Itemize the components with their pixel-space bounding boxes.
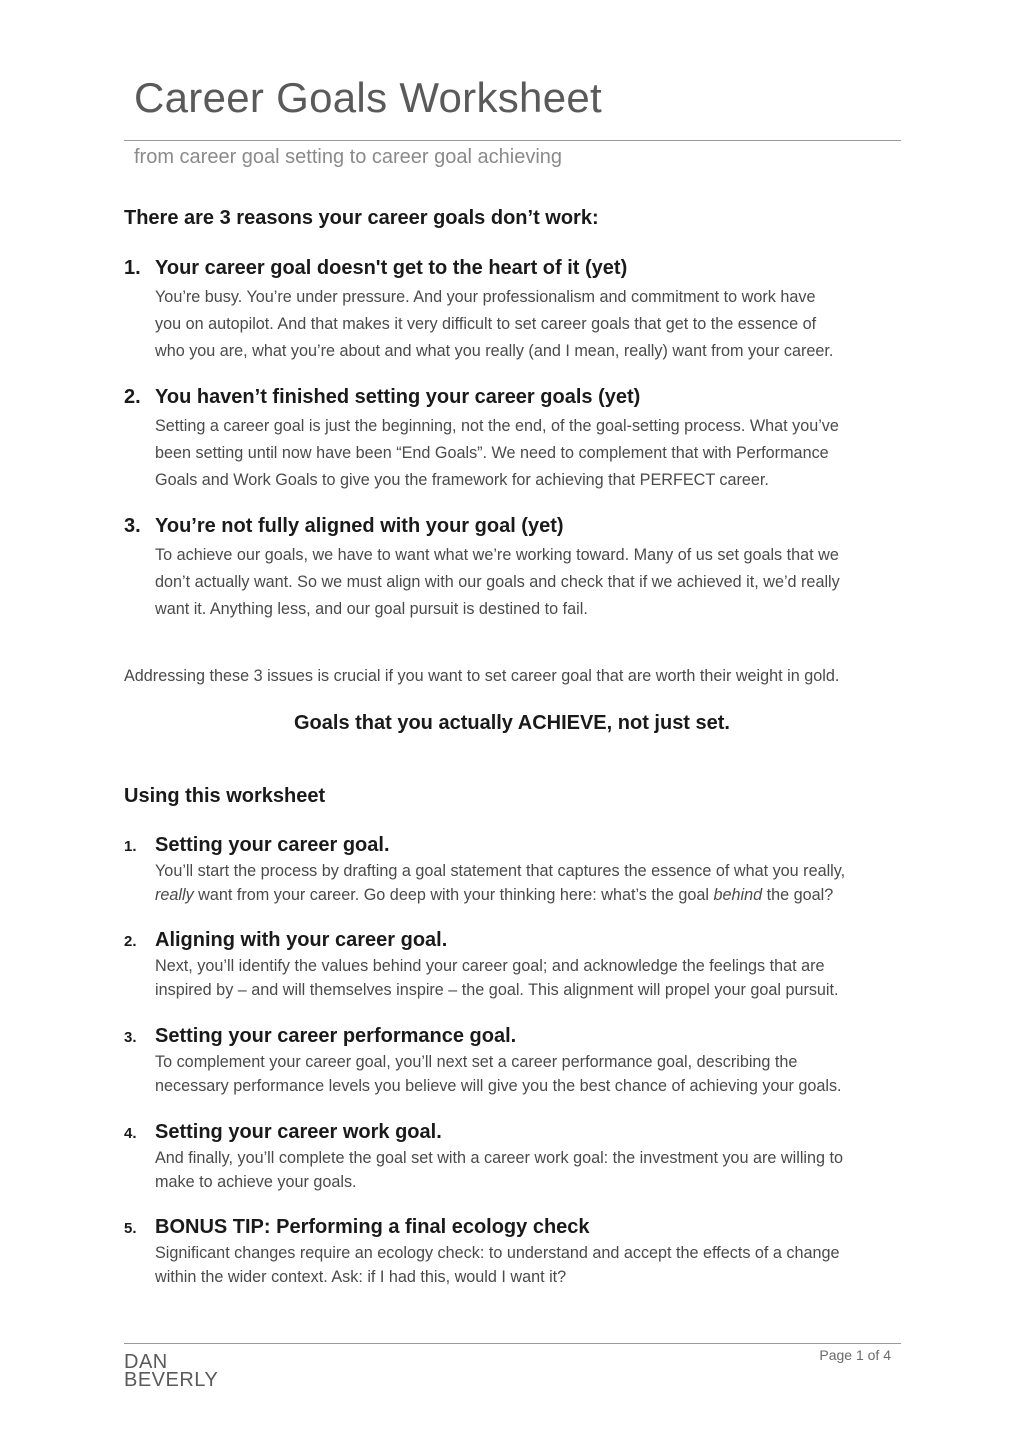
usage-italic: behind bbox=[713, 886, 763, 904]
usage-body bbox=[155, 859, 900, 907]
usage-number: 2. bbox=[124, 933, 137, 950]
usage-line: within the wider context. Ask: if I had this, would I want it? bbox=[155, 1268, 567, 1286]
reason-title: You haven’t finished setting your career goals (yet) bbox=[155, 386, 641, 408]
usage-body bbox=[155, 954, 900, 1002]
usage-line: necessary performance levels you believe will give you the best chance of achieving your goals. bbox=[155, 1077, 842, 1095]
usage-body bbox=[155, 1241, 900, 1289]
usage-title: Aligning with your career goal. bbox=[155, 929, 448, 951]
usage-line: And finally, you’ll complete the goal set with a career work goal: the investment you are willing to bbox=[155, 1149, 844, 1167]
usage-line: make to achieve your goals. bbox=[155, 1173, 357, 1191]
usage-line: inspired by – and will themselves inspire – the goal. This alignment will propel your goal pursuit. bbox=[155, 981, 839, 999]
logo-line: BEVERLY bbox=[124, 1369, 219, 1391]
reason-line: Goals and Work Goals to give you the framework for achieving that PERFECT career. bbox=[155, 471, 769, 489]
title-divider bbox=[124, 140, 901, 141]
usage-number: 5. bbox=[124, 1220, 137, 1237]
reason-line: Setting a career goal is just the beginning, not the end, of the goal-setting process. What you’ve bbox=[155, 417, 839, 435]
footer-divider bbox=[124, 1343, 901, 1344]
usage-line: You’ll start the process by drafting a goal statement that captures the essence of what you really, bbox=[155, 862, 846, 880]
reason-title: You’re not fully aligned with your goal (yet) bbox=[155, 515, 564, 537]
usage-body bbox=[155, 1146, 900, 1194]
usage-line: want from your career. Go deep with your thinking here: what’s the goal bbox=[193, 886, 714, 904]
usage-title: Setting your career work goal. bbox=[155, 1121, 442, 1143]
brand-logo bbox=[124, 1350, 234, 1392]
reason-line: To achieve our goals, we have to want what we’re working toward. Many of us set goals that we bbox=[155, 546, 839, 564]
reason-line: don’t actually want. So we must align with our goals and check that if we achieved it, we’d really bbox=[155, 573, 840, 591]
usage-line: Next, you’ll identify the values behind your career goal; and acknowledge the feelings that are bbox=[155, 957, 825, 975]
emphasis-statement: Goals that you actually ACHIEVE, not just set. bbox=[293, 712, 730, 734]
reason-number: 1. bbox=[124, 257, 141, 279]
page-title: Career Goals Worksheet bbox=[134, 74, 603, 121]
usage-heading: Using this worksheet bbox=[124, 785, 326, 807]
reasons-heading: There are 3 reasons your career goals don’t work: bbox=[124, 207, 599, 229]
reason-body bbox=[155, 542, 900, 623]
usage-body bbox=[155, 1050, 900, 1098]
reason-line: You’re busy. You’re under pressure. And your professionalism and commitment to work have bbox=[155, 288, 816, 306]
reason-line: who you are, what you’re about and what you really (and I mean, really) want from your career. bbox=[155, 342, 834, 360]
usage-title: Setting your career performance goal. bbox=[155, 1025, 517, 1047]
usage-line: To complement your career goal, you’ll next set a career performance goal, describing the bbox=[155, 1053, 798, 1071]
reason-title: Your career goal doesn't get to the heart of it (yet) bbox=[155, 257, 628, 279]
reason-number: 3. bbox=[124, 515, 141, 537]
page-subtitle: from career goal setting to career goal achieving bbox=[134, 146, 563, 168]
reason-body bbox=[155, 284, 900, 365]
reason-line: been setting until now have been “End Goals”. We need to complement that with Performance bbox=[155, 444, 829, 462]
usage-title: BONUS TIP: Performing a final ecology check bbox=[155, 1216, 590, 1238]
reason-line: you on autopilot. And that makes it very difficult to set career goals that get to the essence of bbox=[155, 315, 817, 333]
usage-title: Setting your career goal. bbox=[155, 834, 390, 856]
page-number: Page 1 of 4 bbox=[819, 1347, 891, 1363]
usage-number: 3. bbox=[124, 1029, 137, 1046]
reason-line: want it. Anything less, and our goal pursuit is destined to fail. bbox=[155, 600, 588, 618]
usage-line: Significant changes require an ecology check: to understand and accept the effects of a change bbox=[155, 1244, 840, 1262]
logo-line: DAN bbox=[124, 1351, 168, 1373]
usage-number: 4. bbox=[124, 1125, 137, 1142]
reason-body bbox=[155, 413, 900, 494]
usage-line: the goal? bbox=[762, 886, 834, 904]
usage-number: 1. bbox=[124, 838, 137, 855]
reasons-closing: Addressing these 3 issues is crucial if you want to set career goal that are worth their weight in gold. bbox=[124, 667, 840, 685]
reason-number: 2. bbox=[124, 386, 141, 408]
usage-italic: really bbox=[155, 886, 194, 904]
